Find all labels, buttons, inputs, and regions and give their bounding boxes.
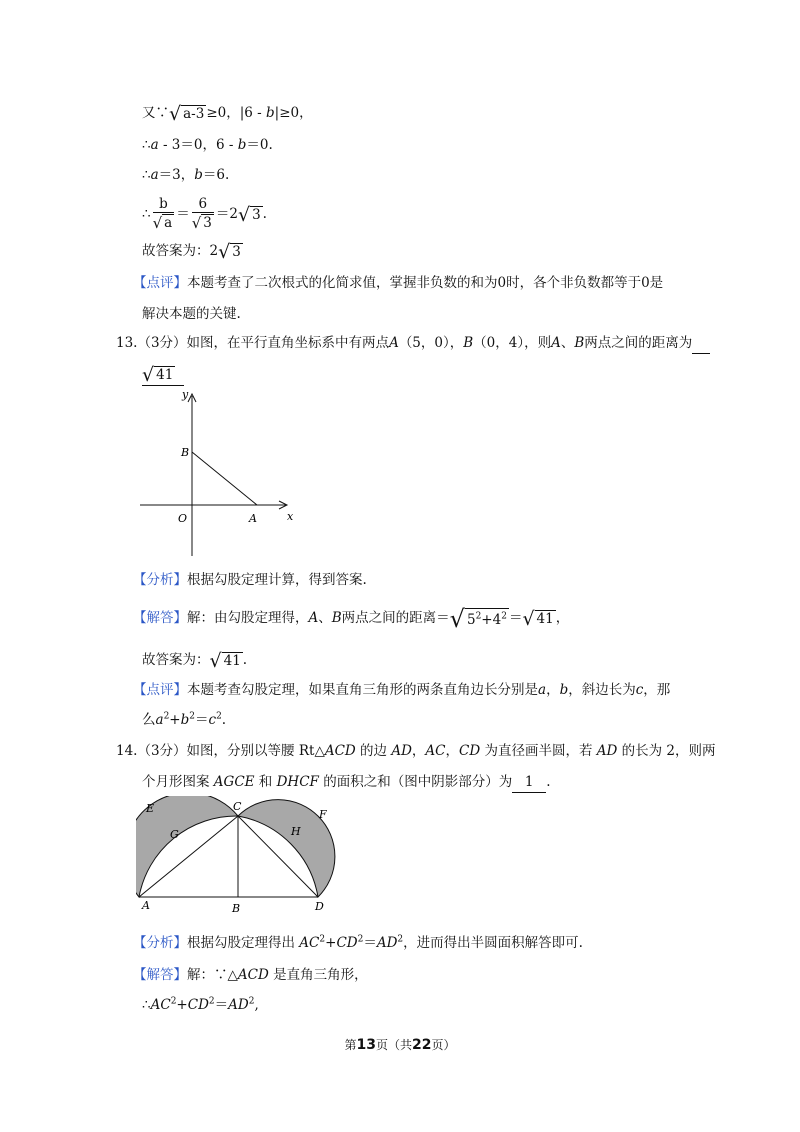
var: c: [208, 712, 217, 728]
var: b: [559, 682, 569, 698]
label-b: B: [181, 446, 190, 459]
exp: 2: [189, 711, 195, 722]
q12-comment: [133, 273, 663, 293]
q13-stem: [116, 333, 710, 354]
text: - 3＝0，6 -: [158, 137, 238, 153]
page-number: 13: [356, 1037, 376, 1053]
text: 页（共: [375, 1038, 412, 1052]
text: ≥0，|6 -: [206, 105, 266, 121]
text: +4: [481, 611, 502, 628]
text: ＝3，: [158, 167, 195, 183]
exp: 2: [248, 996, 255, 1007]
exp: 2: [475, 611, 482, 621]
radicand: 41: [223, 652, 241, 669]
text: 是直角三角形，: [268, 967, 368, 983]
text: ，: [411, 743, 426, 759]
var: AD: [391, 743, 412, 759]
text: ＝: [176, 206, 190, 222]
therefore: ∴: [142, 167, 151, 183]
var-b: b: [266, 105, 275, 121]
var-b: b: [237, 137, 247, 153]
label-d: D: [315, 900, 324, 913]
therefore: ∴: [142, 206, 151, 222]
q13-comment-2: [142, 710, 226, 730]
text: 故答案为：2: [142, 243, 219, 259]
segment-ab: [192, 452, 257, 505]
radical: √ $5^2+4^2$: [449, 605, 507, 633]
answer-blank: 1: [512, 772, 546, 793]
text: 根据勾股定理得出: [187, 935, 300, 951]
denominator: √ 3: [191, 214, 212, 232]
label-b: B: [232, 902, 241, 915]
var: AC: [299, 935, 320, 951]
var: AGCE: [213, 774, 255, 790]
text: .: [262, 206, 267, 222]
var: CD: [187, 997, 209, 1013]
radicand: 3: [203, 215, 212, 231]
var: b: [180, 712, 190, 728]
text: 页）: [431, 1038, 456, 1052]
solution-tag: 【解答】: [133, 610, 187, 626]
analysis-tag: 【分析】: [133, 935, 187, 951]
q13-final: [142, 650, 247, 671]
var: A: [308, 610, 319, 626]
q14-analysis: [133, 933, 583, 953]
radicand: 41: [536, 611, 554, 627]
exp: 2: [357, 934, 364, 945]
radicand: 3: [252, 207, 261, 223]
label-x: x: [287, 510, 294, 523]
q12-line-2: [142, 135, 273, 155]
var-a: a: [150, 137, 159, 153]
var: A: [389, 335, 399, 351]
radicand: 41: [156, 366, 174, 383]
var: AC: [425, 743, 446, 759]
label-o: O: [178, 512, 188, 525]
q13-solution: [133, 603, 569, 634]
text: 、: [560, 335, 575, 351]
exp: 2: [208, 996, 215, 1007]
text: ，: [555, 610, 570, 626]
exp: 2: [501, 611, 507, 621]
text: 本题考查了二次根式的化简求值，掌握非负数的和为0时，各个非负数都等于0是: [187, 275, 664, 291]
text: ，进而得出半圆面积解答即可.: [403, 935, 583, 951]
q12-comment-2: [142, 304, 241, 324]
denominator: √ a: [152, 214, 173, 232]
q12-line-4: [142, 196, 267, 233]
label-h: H: [291, 825, 301, 838]
var: a: [538, 682, 547, 698]
text: 为直径画半圆，若: [480, 743, 597, 759]
answer-blank: √ 41: [142, 364, 184, 386]
text: 解决本题的关键.: [142, 306, 241, 322]
analysis-tag: 【分析】: [133, 572, 187, 588]
label-f: F: [319, 808, 327, 821]
q13-comment: [133, 680, 670, 700]
text: .: [221, 712, 227, 728]
q14-line-last: [142, 995, 259, 1015]
radical: √ 3: [237, 204, 261, 226]
var: ACD: [324, 743, 356, 759]
q12-line-3: [142, 165, 229, 185]
text: 解：由勾股定理得，: [187, 610, 309, 626]
comment-tag: 【点评】: [133, 682, 187, 698]
q12-answer: [142, 241, 243, 262]
comment-tag: 【点评】: [133, 275, 187, 291]
text: ＝6.: [202, 167, 230, 183]
var: A: [551, 335, 561, 351]
text: ，: [546, 682, 560, 698]
exp: 2: [163, 711, 170, 722]
text: +: [176, 997, 188, 1013]
text: 的边: [355, 743, 392, 759]
var-b: b: [194, 167, 203, 183]
text: .: [242, 652, 248, 668]
var: ACD: [237, 967, 269, 983]
var: CD: [459, 743, 481, 759]
label-a: A: [142, 899, 150, 912]
text: 13.（3分）如图，在平行直角坐标系中有两点: [116, 335, 390, 351]
text: ，斜边长为: [568, 682, 636, 698]
text: 根据勾股定理计算，得到答案.: [187, 572, 367, 588]
text: |≥0，: [274, 105, 313, 121]
radicand: a: [164, 215, 173, 231]
text: ＝: [214, 997, 229, 1013]
q13-figure: [138, 388, 298, 558]
text: .: [546, 774, 551, 790]
fraction: [192, 196, 214, 233]
text: ＝: [363, 935, 377, 951]
solution-tag: 【解答】: [133, 967, 187, 983]
q14-stem-1: [116, 741, 716, 761]
text: ，: [445, 743, 459, 759]
text: +: [325, 935, 337, 951]
q14-figure: [136, 796, 348, 916]
text: 两点之间的距离＝: [341, 610, 450, 626]
radical: √ 41: [522, 608, 554, 630]
text: （0，4），则: [473, 335, 552, 351]
text: ，那: [643, 682, 671, 698]
text: ＝: [195, 712, 209, 728]
q14-solution: [133, 965, 368, 985]
q13-analysis: [133, 570, 367, 590]
exp: 2: [397, 934, 404, 945]
label-c: C: [233, 800, 242, 813]
radical: √ 3: [218, 240, 241, 263]
radical: √ a-3: [169, 102, 205, 125]
text: 第: [344, 1038, 357, 1052]
text: ,: [254, 997, 259, 1013]
fraction: [153, 196, 175, 233]
text: 、: [318, 610, 332, 626]
text: 的长为 2，则两: [617, 743, 716, 759]
exp: 2: [319, 934, 326, 945]
text: 两点之间的距离为: [584, 335, 693, 351]
label-a: A: [249, 512, 257, 525]
label-y: y: [182, 388, 189, 401]
exp: 2: [216, 711, 222, 722]
exp: 2: [170, 996, 177, 1007]
total-pages: 22: [412, 1037, 432, 1053]
var: a: [155, 712, 164, 728]
text: 解：∵△: [187, 967, 238, 983]
text: 么: [142, 712, 156, 728]
var: DHCF: [276, 774, 319, 790]
text: 又∵: [142, 105, 169, 121]
var: AD: [376, 935, 398, 951]
numerator: 6: [192, 196, 214, 213]
var: B: [463, 335, 474, 351]
text: 5: [466, 611, 476, 628]
label-e: E: [146, 802, 155, 815]
numerator: b: [153, 196, 175, 213]
q12-line-1: [142, 103, 313, 124]
page-footer: [0, 1036, 800, 1053]
text: 故答案为：: [142, 652, 210, 668]
var: AC: [150, 997, 171, 1013]
text: 的面积之和（图中阴影部分）为: [318, 774, 513, 790]
text: 14.（3分）如图，分别以等腰 Rt△: [116, 743, 325, 759]
radicand: a-3: [183, 105, 205, 122]
q14-stem-2: [142, 772, 551, 793]
text: （5，0），: [398, 335, 464, 351]
therefore: ∴: [142, 997, 151, 1013]
var: CD: [336, 935, 358, 951]
text: 本题考查勾股定理，如果直角三角形的两条直角边长分别是: [187, 682, 538, 698]
var: B: [574, 335, 585, 351]
var: c: [635, 682, 644, 698]
text: 和: [254, 774, 277, 790]
therefore: ∴: [142, 137, 151, 153]
var: AD: [596, 743, 618, 759]
var: AD: [228, 997, 249, 1013]
label-g: G: [170, 828, 179, 841]
blank: [692, 333, 710, 354]
var-a: a: [150, 167, 159, 183]
radical: √ 41: [209, 649, 241, 672]
text: 个月形图案: [142, 774, 214, 790]
text: +: [169, 712, 181, 728]
text: ＝2: [215, 206, 238, 222]
q13-answer-blank: [142, 364, 184, 386]
text: ＝: [508, 610, 523, 626]
var: B: [331, 610, 342, 626]
radicand: 3: [232, 243, 241, 260]
text: ＝0.: [246, 137, 273, 153]
